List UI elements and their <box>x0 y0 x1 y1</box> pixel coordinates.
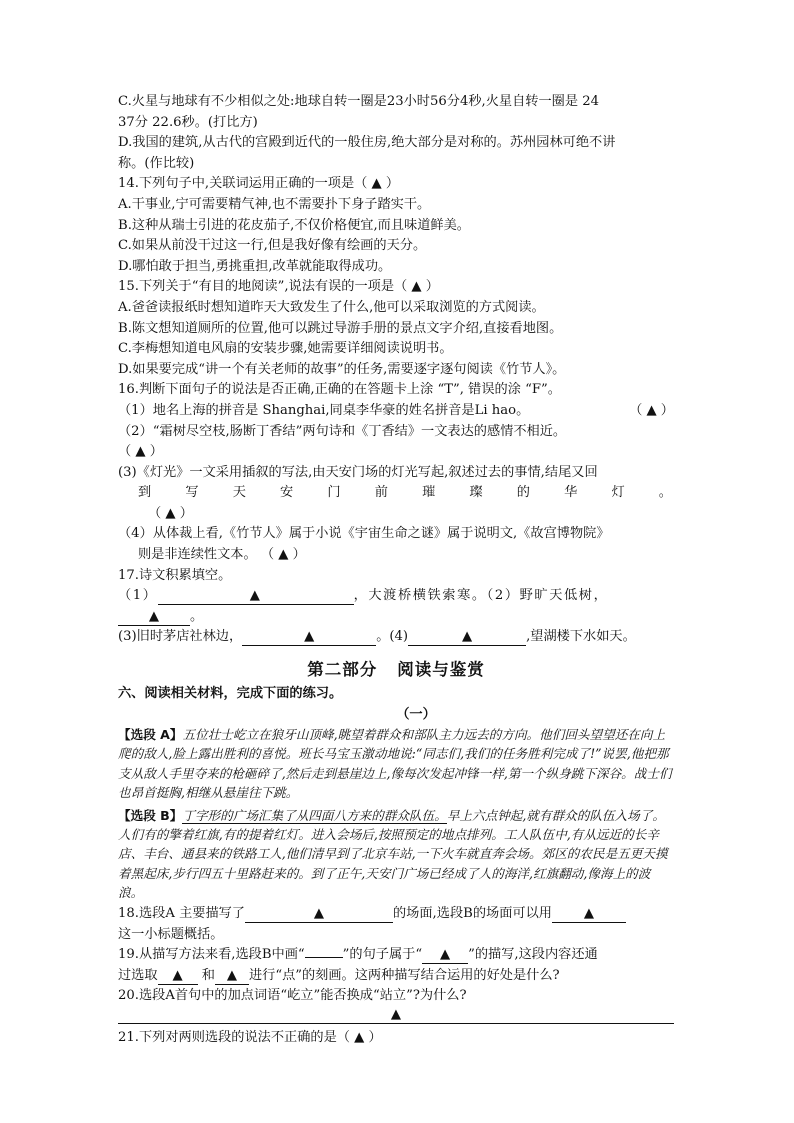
q16-item-4-line1: （4）从体裁上看,《竹节人》属于小说《宇宙生命之谜》属于说明文,《故宫博物院》 <box>118 526 610 542</box>
q21-stem: 21.下列对两则选段的说法不正确的是（ ▲ ） <box>118 1030 382 1046</box>
q18-blank-1[interactable]: ▲ <box>245 906 393 923</box>
section-6-heading: 六、阅读相关材料，完成下面的练习。 <box>118 686 343 702</box>
q13-option-d-line2: 称。(作比较) <box>118 155 195 171</box>
q13-option-d-line1: D.我国的建筑,从古代的宫殿到近代的一般住房,绝大部分是对称的。苏州园林可绝不讲 <box>118 135 616 151</box>
q16-item-2-mark: （ ▲ ） <box>118 444 163 460</box>
q16-item-4-line2: 则是非连续性文本。 （ ▲ ） <box>138 547 306 563</box>
q17-stem: 17.诗文积累填空。 <box>118 567 232 583</box>
answer-mark-icon: ▲ <box>135 444 146 460</box>
q18-blank-2[interactable]: ▲ <box>552 906 626 923</box>
fill-blank-1[interactable]: ▲ <box>158 588 354 605</box>
q15-option-c: C.李梅想知道电风扇的安装步骤,她需要详细阅读说明书。 <box>118 341 453 357</box>
q15-option-d: D.如果要完成“讲一个有关老师的故事”的任务,需要逐字逐句阅读《竹节人》。 <box>118 361 566 377</box>
fill-blank-3[interactable]: ▲ <box>242 629 376 646</box>
passage-a: 【选段 A】五位壮士屹立在狼牙山顶峰,眺望着群众和部队主力远去的方向。他们回头望望还在向上爬的敌人,脸上露出胜利的喜悦。班长马宝玉激动地说:“同志们,我们的任务胜利完成了!”说罢,他把那支从敌人手里夺来的枪砸碎了,然后走到悬崖边上,像每次发起冲锋一样,第一个纵身跳下深谷。战士们也昂首挺胸,相继从悬崖往下跳。 <box>118 727 672 800</box>
q18-cont: 这一小标题概括。 <box>118 926 224 942</box>
q14-option-c: C.如果从前没干过这一行,但是我好像有绘画的天分。 <box>118 238 427 254</box>
q17-line1-cont: ▲ 。 <box>118 607 674 628</box>
part-heading: 第二部分 阅读与鉴赏 <box>307 660 485 680</box>
q14-stem: 14.下列句子中,关联词运用正确的一项是（ ▲ ） <box>118 176 400 192</box>
answer-mark-icon: ▲ <box>390 1007 402 1023</box>
exam-page <box>118 92 674 1049</box>
q14-option-d: D.哪怕敢于担当,勇挑重担,改革就能取得成功。 <box>118 258 392 274</box>
answer-mark-icon: ▲ <box>165 505 176 521</box>
answer-mark-icon: ▲ <box>646 402 657 418</box>
q15-option-a: A.爸爸读报纸时想知道昨天大致发生了什么,他可以采取浏览的方式阅读。 <box>118 299 545 315</box>
q15-option-b: B.陈文想知道厕所的位置,他可以跳过导游手册的景点文字介绍,直接看地图。 <box>118 320 563 336</box>
q16-item-3-line1: (3)《灯光》一文采用插叙的写法,由天安门场的灯光写起,叙述过去的事情,结尾又回 <box>118 464 598 480</box>
fill-blank-2[interactable]: ▲ <box>118 609 190 626</box>
q19-blank-1[interactable] <box>305 957 343 958</box>
q20: 20.选段A首句中的加点词语“屹立”能否换成“站立”?为什么? <box>118 988 467 1004</box>
q19-cont: 过选取 ▲ 和 ▲ 进行“点”的刻画。这两种描写结合运用的好处是什么? <box>118 967 560 983</box>
q17-line1: （1） ▲ ，大渡桥横铁索寒。（2）野旷天低树， <box>118 588 609 604</box>
q16-item-1: （1）地名上海的拼音是 Shanghai,同桌李华豪的姓名拼音是Li hao。 （ ▲ ） <box>118 402 674 418</box>
passage-group-label: （一） <box>396 706 436 722</box>
q16-stem: 16.判断下面句子的说法是否正确,正确的在答题卡上涂 “T”, 错误的涂 “F”。 <box>118 382 561 398</box>
q14-option-b: B.这种从瑞士引进的花皮茄子,不仅价格便宜,而且味道鲜美。 <box>118 217 470 233</box>
q14-option-a: A.干事业,宁可需要精气神,也不需要扑下身子踏实干。 <box>118 196 431 212</box>
q20-answer-mark <box>118 1007 674 1023</box>
q18: 18.选段A 主要描写了 ▲ 的场面,选段B的场面可以用 ▲ <box>118 904 674 925</box>
answer-mark-icon: ▲ <box>411 279 422 295</box>
answer-mark-icon: ▲ <box>278 547 289 563</box>
fill-blank-4[interactable]: ▲ <box>408 629 526 646</box>
q16-item-3-line2: 到 写 天 安 门 前 璀 璨 的 华 灯 。 <box>138 485 672 501</box>
q20-answer-line[interactable] <box>118 1023 674 1024</box>
q17-line2: (3)旧时茅店社林边， ▲ 。(4) ▲ ,望湖楼下水如天。 <box>118 629 636 645</box>
q19-blank-2[interactable]: ▲ <box>422 947 468 964</box>
passage-b: 【选段 B】丁字形的广场汇集了从四面八方来的群众队伍。早上六点钟起,就有群众的队伍入场了。人们有的擎着红旗,有的提着红灯。进入会场后,按照预定的地点排列。工人队伍中,有从远近的长辛店、丰台、通县来的铁路工人,他们清早到了北京车站,一下火车就直奔会场。郊区的农民是五更天摸着黑起床,步行四五十里路赶来的。到了正午,天安门广场已经成了人的海洋,红旗翻动,像海上的波浪。 <box>118 808 668 900</box>
q19-blank-4[interactable]: ▲ <box>215 968 249 985</box>
q15-stem: 15.下列关于“有目的地阅读”,说法有误的一项是（ ▲ ） <box>118 279 439 295</box>
q19: 19.从描写方法来看,选段B中画“ ”的句子属于“ ▲ ”的描写,这段内容还通 <box>118 947 598 963</box>
answer-mark-icon: ▲ <box>354 1030 365 1046</box>
q16-item-2: （2）“霜树尽空枝,肠断丁香结”两句诗和《丁香结》一文表达的感情不相近。 <box>118 423 567 439</box>
q13-option-c-line2: 37分 22.6秒。(打比方) <box>118 114 258 130</box>
q16-item-3-mark: （ ▲ ） <box>148 505 193 521</box>
q13-option-c-line1: C.火星与地球有不少相似之处:地球自转一圈是23小时56分4秒,火星自转一圈是 24 <box>118 94 599 109</box>
q19-blank-3[interactable]: ▲ <box>158 968 198 985</box>
answer-mark-icon: ▲ <box>371 176 382 192</box>
